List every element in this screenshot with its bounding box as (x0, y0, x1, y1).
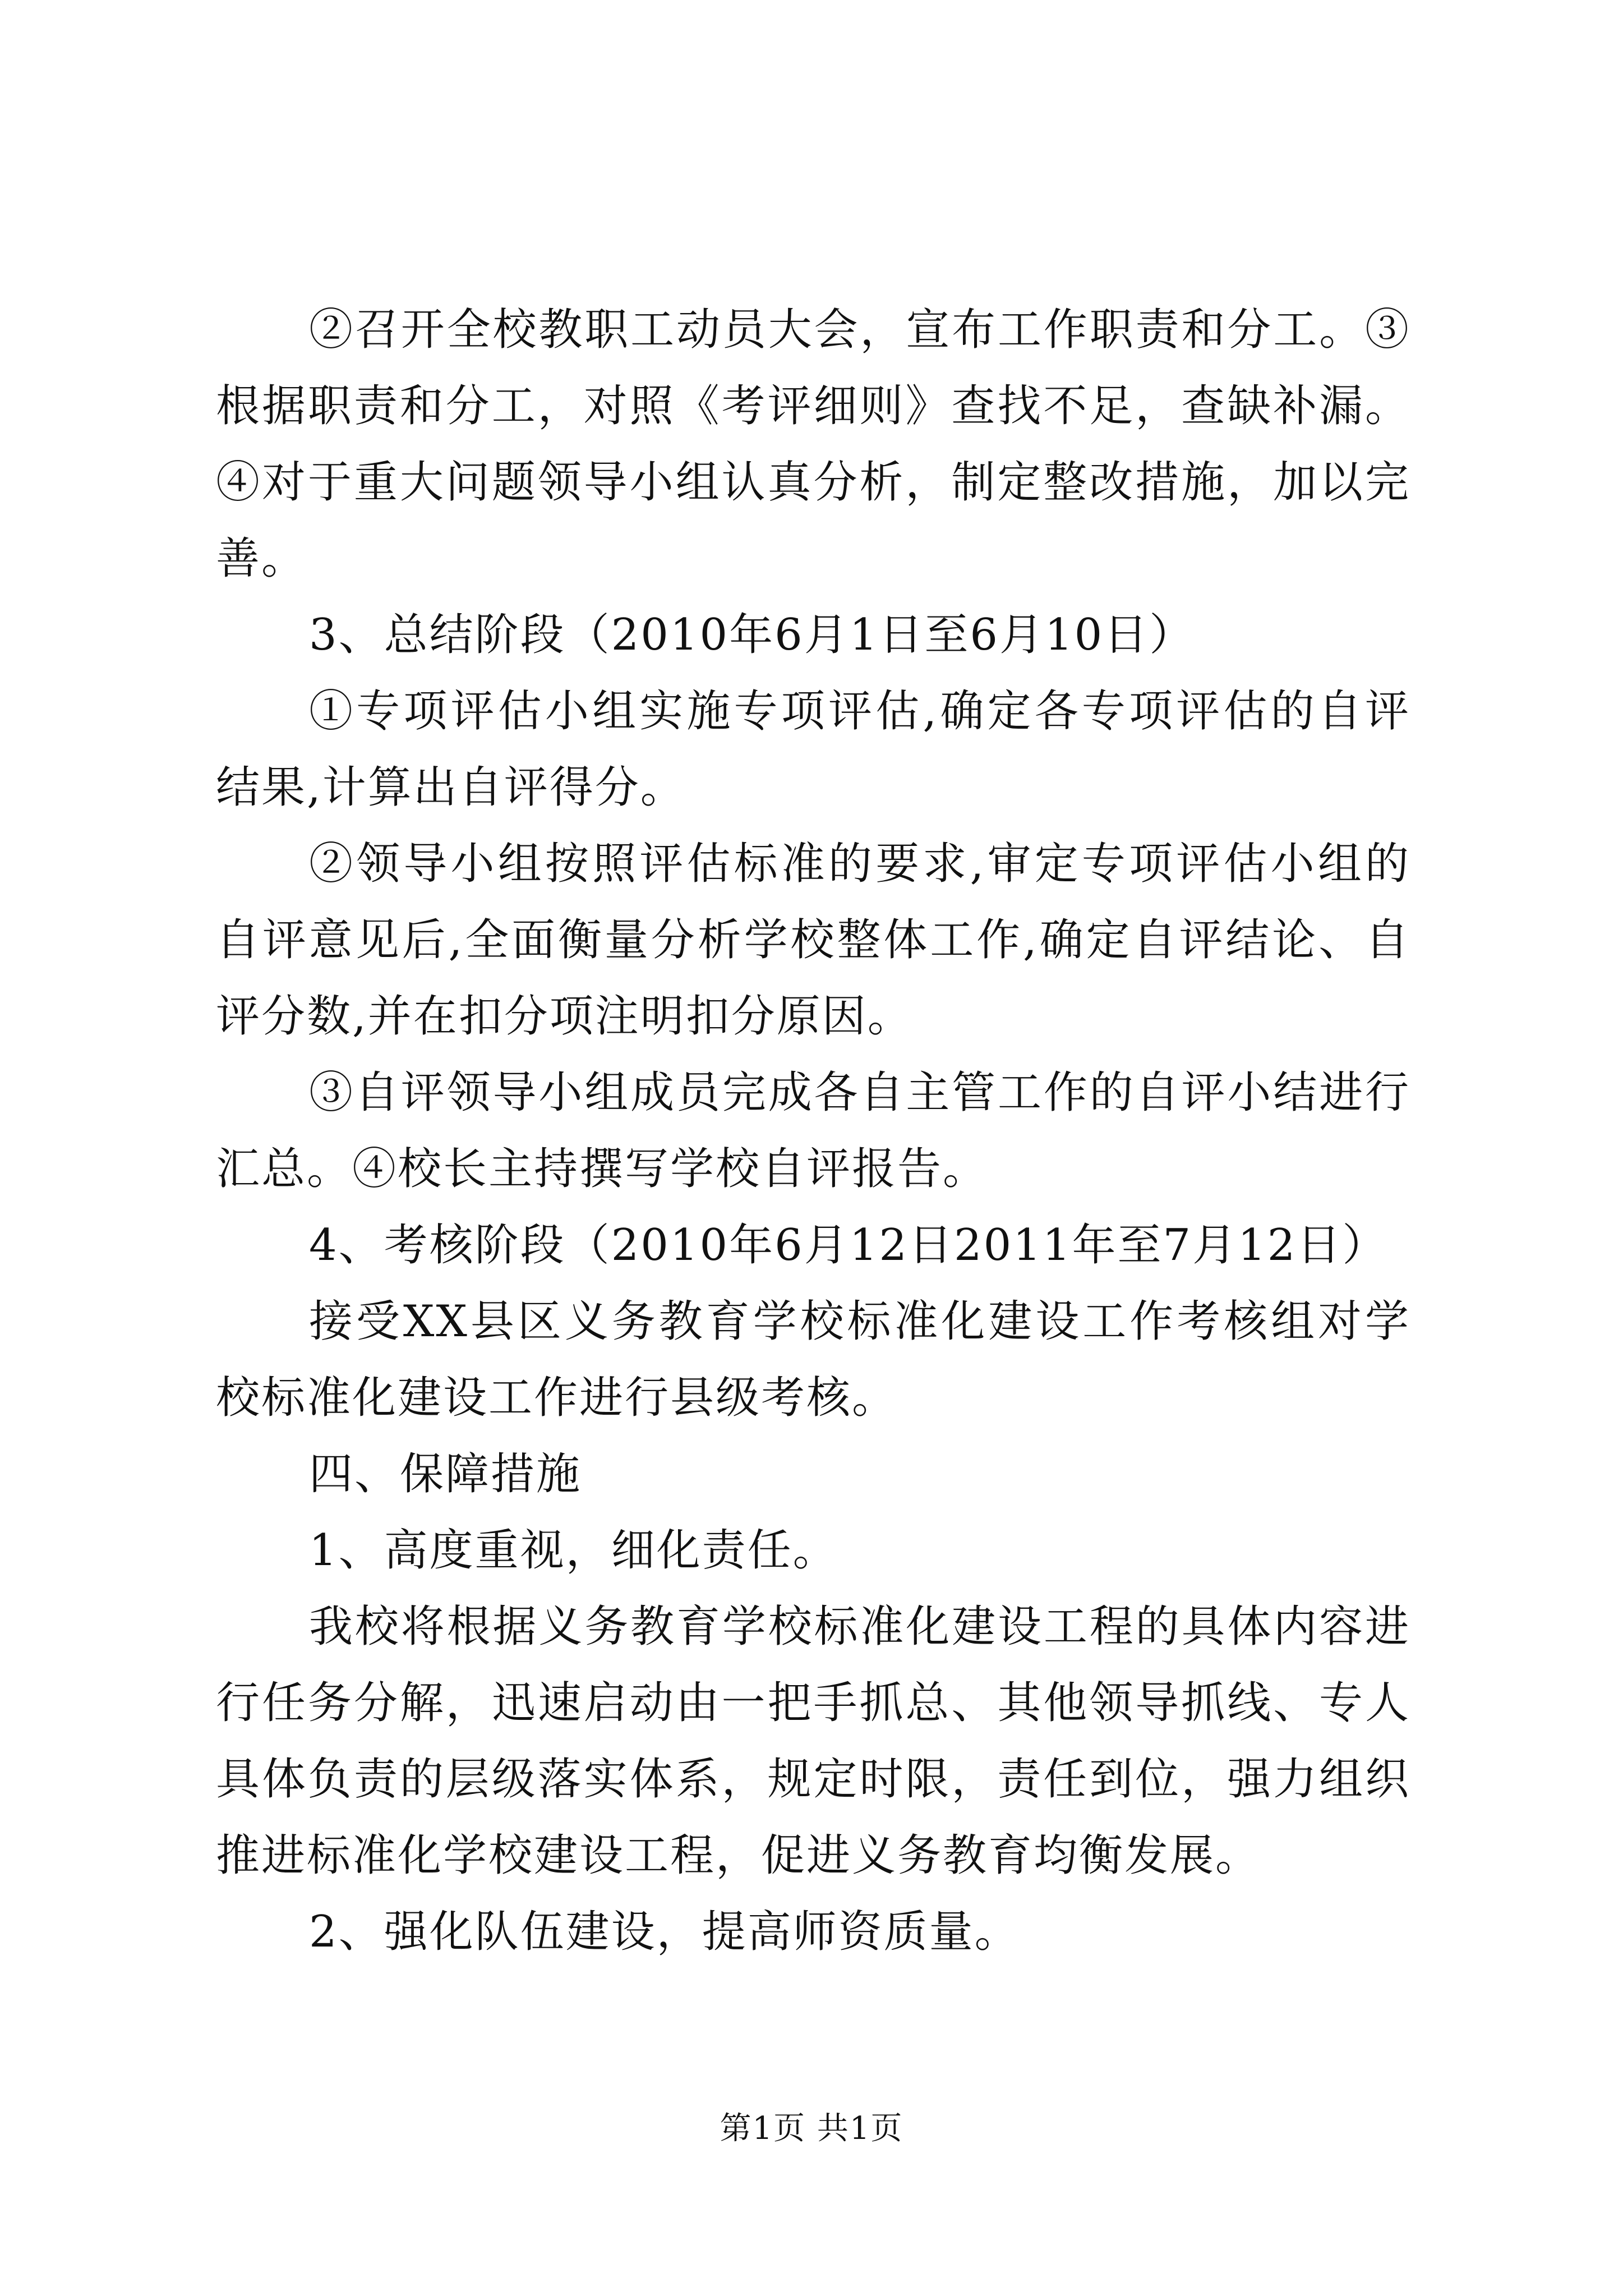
paragraph-mobilization-steps: ②召开全校教职工动员大会，宣布工作职责和分工。③根据职责和分工，对照《考评细则》查找不足，查缺补漏。④对于重大问题领导小组认真分析，制定整改措施，加以完善。 (216, 305, 1410, 584)
paragraph-special-assessment: ①专项评估小组实施专项评估,确定各专项评估的自评结果,计算出自评得分。 (216, 686, 1410, 813)
page-footer: 第1页 共1页 (720, 2110, 903, 2147)
paragraph-self-evaluation-summary: ③自评领导小组成员完成各自主管工作的自评小结进行汇总。④校长主持撰写学校自评报告。 (216, 1068, 1410, 1194)
paragraph-team-building-heading: 2、强化队伍建设，提高师资质量。 (309, 1907, 1020, 1957)
paragraph-leadership-review: ②领导小组按照评估标准的要求,审定专项评估小组的自评意见后,全面衡量分析学校整体工作,确定自评结论、自评分数,并在扣分项注明扣分原因。 (216, 839, 1410, 1042)
document-body (216, 292, 1410, 1970)
paragraph-responsibility-heading: 1、高度重视，细化责任。 (309, 1525, 838, 1576)
section-heading-safeguards: 四、保障措施 (309, 1449, 582, 1499)
paragraph-county-assessment: 接受XX县区义务教育学校标准化建设工作考核组对学校标准化建设工作进行县级考核。 (216, 1296, 1410, 1423)
paragraph-assessment-stage-heading: 4、考核阶段（2010年6月12日2011年至7月12日） (309, 1220, 1388, 1271)
paragraph-responsibility-details: 我校将根据义务教育学校标准化建设工程的具体内容进行任务分解，迅速启动由一把手抓总、其他领导抓线、专人具体负责的层级落实体系，规定时限，责任到位，强力组织推进标准化学校建设工程，促进义务教育均衡发展。 (216, 1602, 1410, 1881)
paragraph-summary-stage-heading: 3、总结阶段（2010年6月1日至6月10日） (309, 610, 1195, 660)
